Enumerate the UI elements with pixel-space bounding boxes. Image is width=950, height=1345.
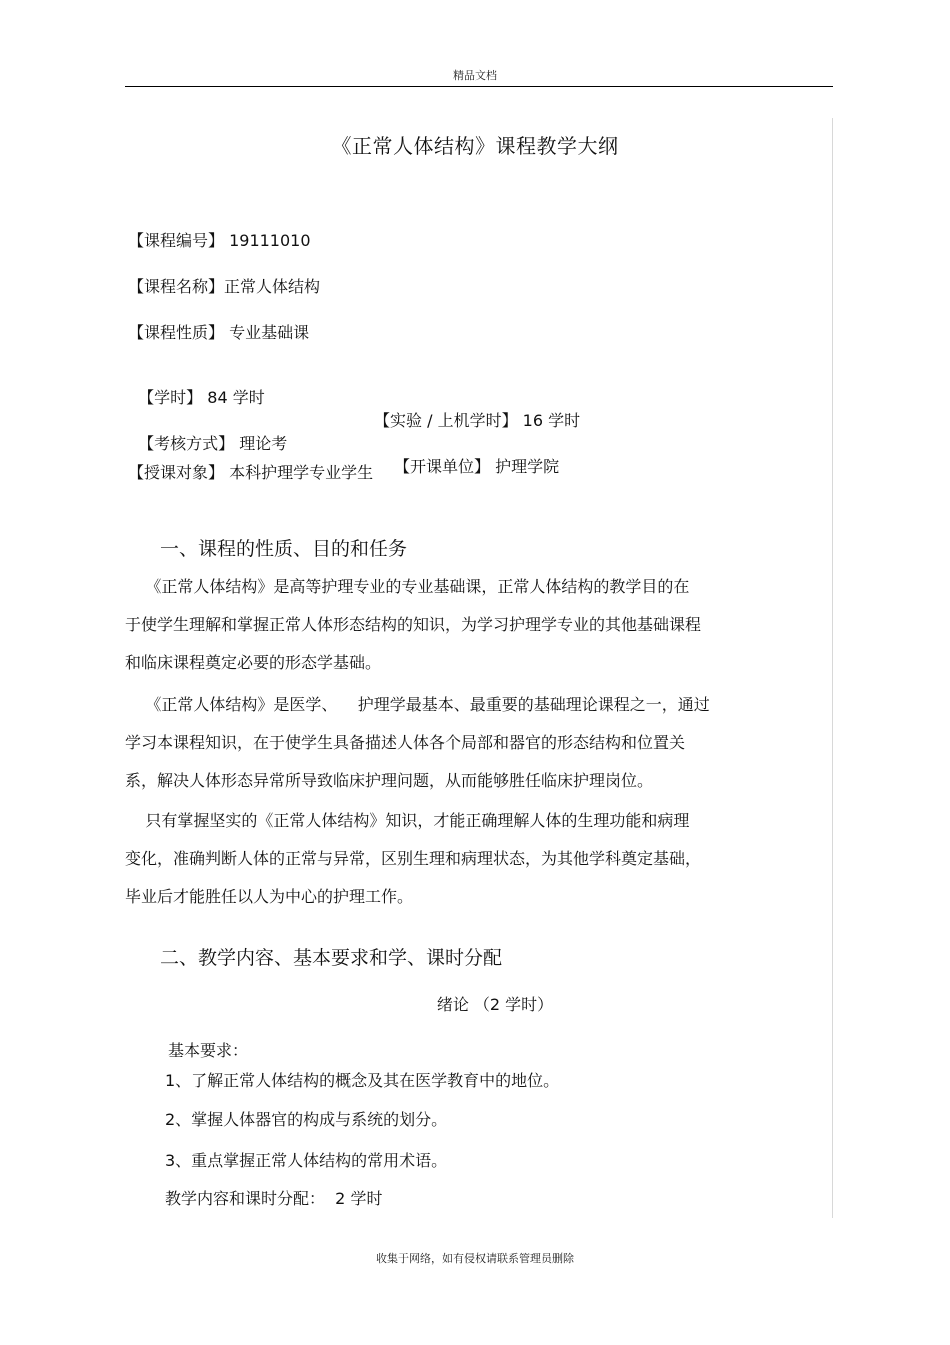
section1-heading: 一、课程的性质、目的和任务 [160,538,408,560]
section1-paragraph-3 [125,802,815,916]
assessment-method: 【考核方式】 理论考 [138,434,288,453]
header-divider [125,86,833,87]
requirement-item: 1、了解正常人体结构的概念及其在医学教育中的地位。 [165,1071,560,1090]
course-audience: 【授课对象】 本科护理学专业学生 [128,463,374,482]
offering-unit: 【开课单位】 护理学院 [394,457,560,476]
text-line: 《正常人体结构》是医学、 护理学最基本、最重要的基础理论课程之一，通过 [125,695,710,714]
right-margin-line [832,118,833,1218]
section1-paragraph-1 [125,568,815,682]
course-nature: 【课程性质】 专业基础课 [128,323,310,342]
requirement-item: 2、掌握人体器官的构成与系统的划分。 [165,1110,448,1129]
text-line: 和临床课程奠定必要的形态学基础。 [125,653,382,672]
lab-hours: 【实验 / 上机学时】 16 学时 [374,411,581,430]
section2-heading: 二、教学内容、基本要求和学、课时分配 [160,947,503,969]
hours-allocation: 教学内容和课时分配： 2 学时 [165,1189,383,1208]
text-line: 只有掌握坚实的《正常人体结构》知识，才能正确理解人体的生理功能和病理 [125,811,690,830]
requirement-item: 3、重点掌握正常人体结构的常用术语。 [165,1151,448,1170]
text-line: 于使学生理解和掌握正常人体形态结构的知识，为学习护理学专业的其他基础课程 [125,615,702,634]
text-line: 系，解决人体形态异常所导致临床护理问题，从而能够胜任临床护理岗位。 [125,771,654,790]
course-name: 【课程名称】正常人体结构 [128,277,321,296]
text-line: 毕业后才能胜任以人为中心的护理工作。 [125,887,414,906]
introduction-subheading: 绪论 （2 学时） [436,995,554,1014]
course-hours: 【学时】 84 学时 [138,388,265,407]
requirements-label: 基本要求： [168,1041,249,1060]
page-footer-label: 收集于网络，如有侵权请联系管理员删除 [376,1252,574,1265]
document-title: 《正常人体结构》课程教学大纲 [331,134,619,158]
page-header-label: 精品文档 [453,69,497,82]
text-line: 变化，准确判断人体的正常与异常，区别生理和病理状态，为其他学科奠定基础， [125,849,702,868]
course-code: 【课程编号】 19111010 [128,231,311,250]
text-line: 《正常人体结构》是高等护理专业的专业基础课，正常人体结构的教学目的在 [125,577,690,596]
text-line: 学习本课程知识，在于使学生具备描述人体各个局部和器官的形态结构和位置关 [125,733,686,752]
section1-paragraph-2 [125,686,815,800]
